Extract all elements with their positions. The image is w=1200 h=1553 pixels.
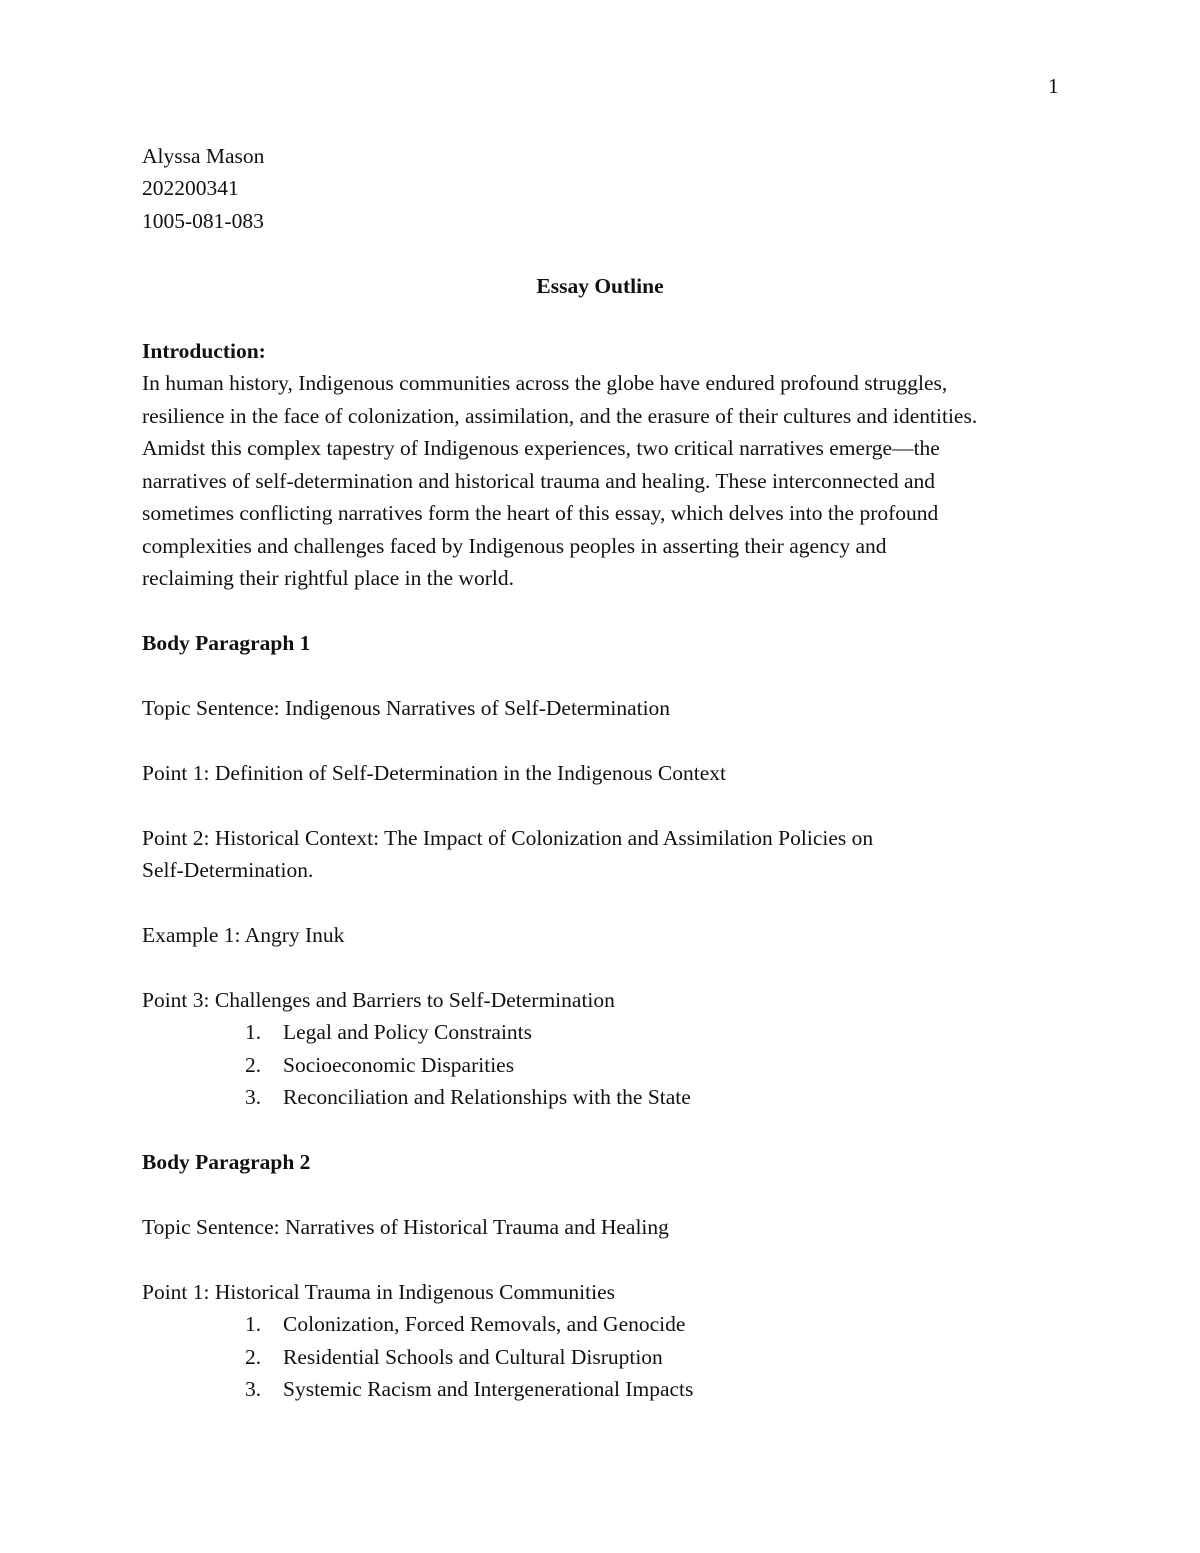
body2-point-1: Point 1: Historical Trauma in Indigenous Communities: [142, 1280, 615, 1304]
page-number: 1: [1048, 74, 1059, 98]
body2-heading: Body Paragraph 2: [142, 1150, 311, 1174]
list-item: Residential Schools and Cultural Disruption: [283, 1345, 663, 1369]
list-item-number: 3.: [245, 1085, 262, 1109]
list-item: Colonization, Forced Removals, and Genocide: [283, 1312, 686, 1336]
list-item: Reconciliation and Relationships with the State: [283, 1085, 691, 1109]
list-item: Systemic Racism and Intergenerational Impacts: [283, 1377, 694, 1401]
body2-topic-sentence: Topic Sentence: Narratives of Historical Trauma and Healing: [142, 1215, 669, 1239]
body1-topic-sentence: Topic Sentence: Indigenous Narratives of Self-Determination: [142, 696, 671, 720]
introduction-line: Amidst this complex tapestry of Indigenous experiences, two critical narratives emerge—the: [142, 436, 940, 460]
introduction-line: narratives of self-determination and historical trauma and healing. These interconnected and: [142, 469, 936, 493]
course-code: 1005-081-083: [142, 209, 264, 233]
body1-point-2: Point 2: Historical Context: The Impact of Colonization and Assimilation Policies on: [142, 826, 874, 850]
introduction-line: resilience in the face of colonization, assimilation, and the erasure of their cultures and identities.: [142, 404, 978, 428]
introduction-line: sometimes conflicting narratives form the heart of this essay, which delves into the profound: [142, 501, 939, 525]
list-item-number: 2.: [245, 1053, 262, 1077]
list-item-number: 1.: [245, 1020, 262, 1044]
list-item: Socioeconomic Disparities: [283, 1053, 515, 1077]
list-item-number: 3.: [245, 1377, 262, 1401]
introduction-line: reclaiming their rightful place in the world.: [142, 566, 514, 590]
introduction-line: complexities and challenges faced by Indigenous peoples in asserting their agency and: [142, 534, 887, 558]
body1-point-3: Point 3: Challenges and Barriers to Self-Determination: [142, 988, 615, 1012]
body1-example-1: Example 1: Angry Inuk: [142, 923, 345, 947]
introduction-line: In human history, Indigenous communities across the globe have endured profound struggles,: [142, 371, 948, 395]
student-id: 202200341: [142, 176, 239, 200]
introduction-heading: Introduction:: [142, 339, 266, 363]
body1-heading: Body Paragraph 1: [142, 631, 311, 655]
list-item-number: 2.: [245, 1345, 262, 1369]
document-title: Essay Outline: [536, 274, 664, 298]
list-item: Legal and Policy Constraints: [283, 1020, 533, 1044]
body1-point-2-continued: Self-Determination.: [142, 858, 314, 882]
list-item-number: 1.: [245, 1312, 262, 1336]
body1-point-1: Point 1: Definition of Self-Determination in the Indigenous Context: [142, 761, 726, 785]
author-name: Alyssa Mason: [142, 144, 265, 168]
